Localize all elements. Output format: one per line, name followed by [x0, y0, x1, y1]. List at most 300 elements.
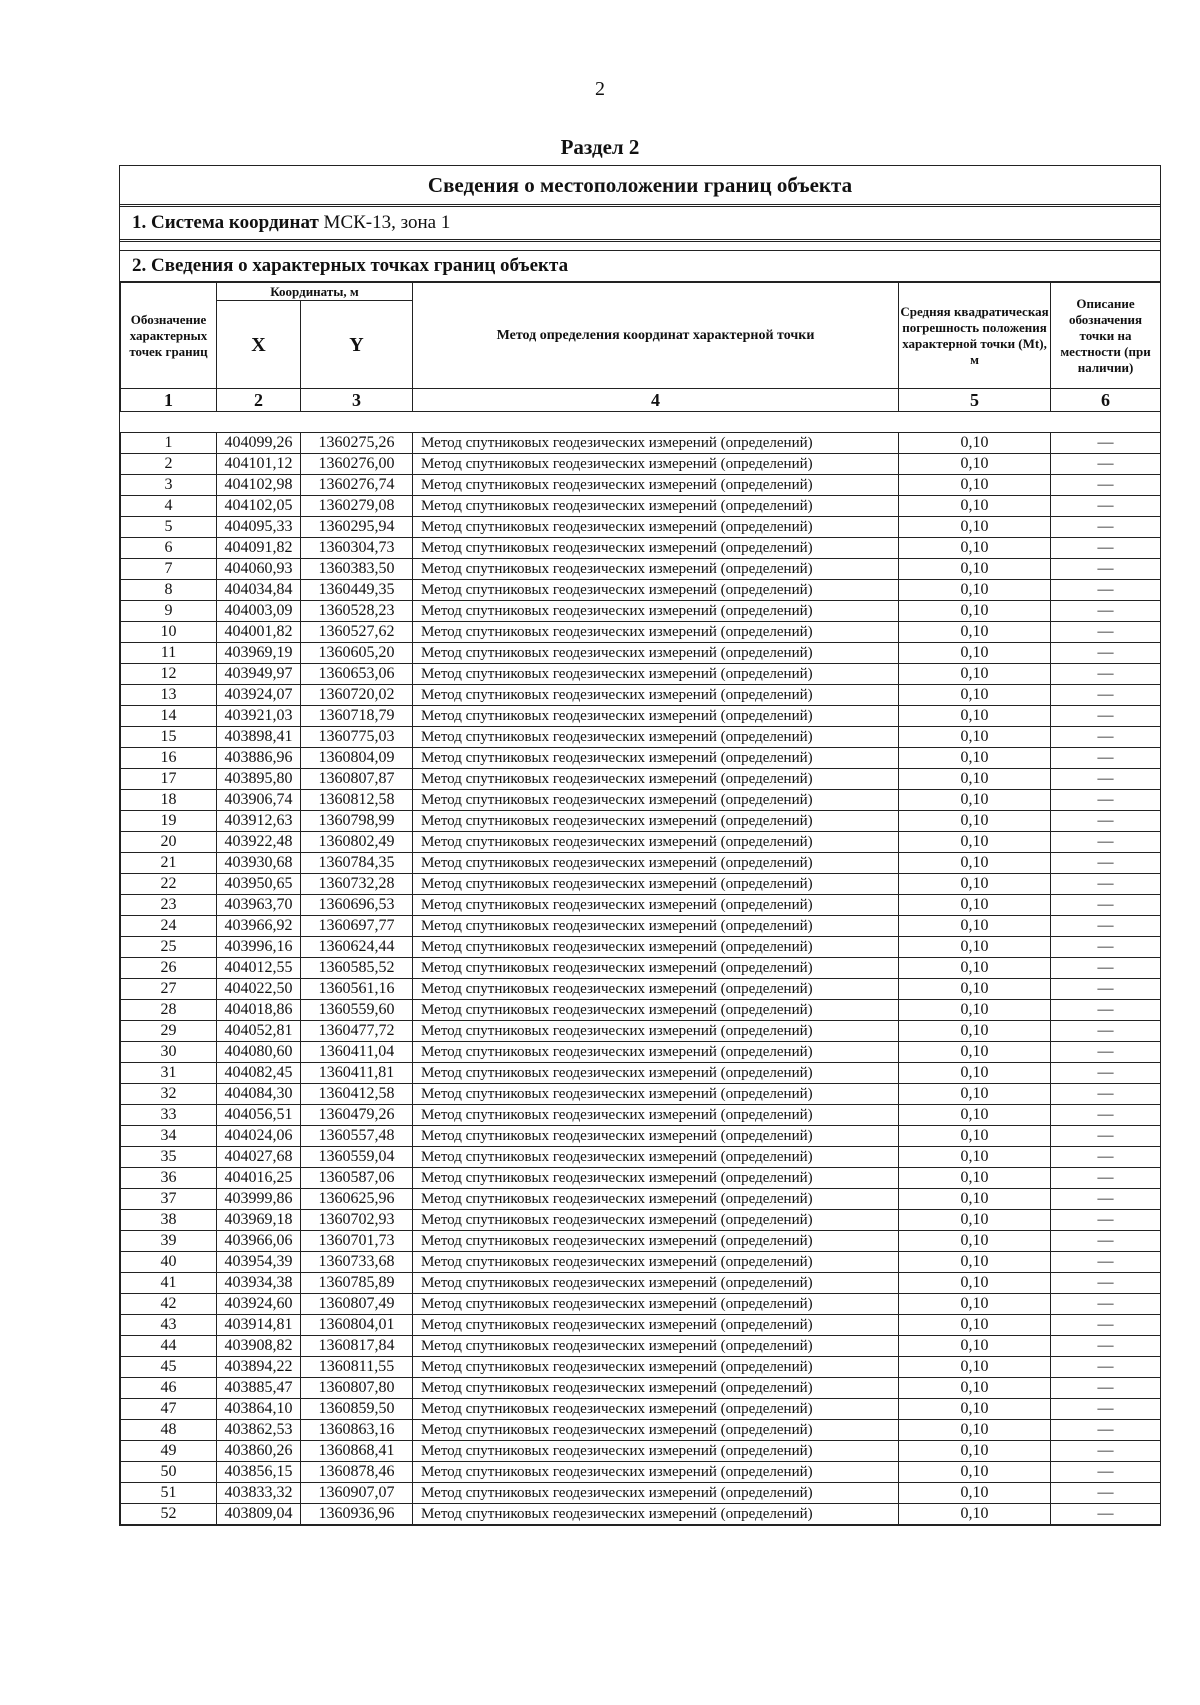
description: —: [1051, 769, 1161, 790]
table-row: [121, 538, 1161, 559]
description: —: [1051, 727, 1161, 748]
description: —: [1051, 1231, 1161, 1252]
coord-x: 403856,15: [217, 1462, 301, 1483]
coord-y: 1360784,35: [301, 853, 413, 874]
coord-y: 1360527,62: [301, 622, 413, 643]
point-number: 22: [121, 874, 217, 895]
table-row: [121, 1399, 1161, 1420]
coord-system-label: 1. Система координат: [132, 212, 319, 233]
description: —: [1051, 874, 1161, 895]
error-value: 0,10: [899, 1126, 1051, 1147]
coord-x: 403969,19: [217, 643, 301, 664]
point-number: 26: [121, 958, 217, 979]
points-body: [121, 433, 1161, 1525]
method: Метод спутниковых геодезических измерений (определений): [413, 1168, 899, 1189]
table-row: [121, 580, 1161, 601]
coord-x: 403862,53: [217, 1420, 301, 1441]
description: —: [1051, 1462, 1161, 1483]
error-value: 0,10: [899, 706, 1051, 727]
coord-y: 1360412,58: [301, 1084, 413, 1105]
error-value: 0,10: [899, 475, 1051, 496]
method: Метод спутниковых геодезических измерений (определений): [413, 1252, 899, 1273]
error-value: 0,10: [899, 916, 1051, 937]
method: Метод спутниковых геодезических измерений (определений): [413, 559, 899, 580]
table-row: [121, 1000, 1161, 1021]
table-row: [121, 496, 1161, 517]
description: —: [1051, 1210, 1161, 1231]
description: —: [1051, 1063, 1161, 1084]
point-number: 39: [121, 1231, 217, 1252]
coord-x: 403921,03: [217, 706, 301, 727]
error-value: 0,10: [899, 517, 1051, 538]
coord-x: 403864,10: [217, 1399, 301, 1420]
description: —: [1051, 1483, 1161, 1504]
col-x: X: [217, 301, 301, 389]
coord-y: 1360624,44: [301, 937, 413, 958]
point-number: 24: [121, 916, 217, 937]
points-header: 2. Сведения о характерных точках границ объекта: [120, 251, 1160, 282]
coord-y: 1360701,73: [301, 1231, 413, 1252]
coord-y: 1360383,50: [301, 559, 413, 580]
error-value: 0,10: [899, 1042, 1051, 1063]
method: Метод спутниковых геодезических измерений (определений): [413, 706, 899, 727]
error-value: 0,10: [899, 958, 1051, 979]
error-value: 0,10: [899, 601, 1051, 622]
error-value: 0,10: [899, 1378, 1051, 1399]
table-row: [121, 706, 1161, 727]
error-value: 0,10: [899, 664, 1051, 685]
coord-y: 1360868,41: [301, 1441, 413, 1462]
error-value: 0,10: [899, 454, 1051, 475]
method: Метод спутниковых геодезических измерений (определений): [413, 916, 899, 937]
method: Метод спутниковых геодезических измерений (определений): [413, 811, 899, 832]
method: Метод спутниковых геодезических измерений (определений): [413, 1063, 899, 1084]
description: —: [1051, 1441, 1161, 1462]
point-number: 3: [121, 475, 217, 496]
error-value: 0,10: [899, 748, 1051, 769]
error-value: 0,10: [899, 1105, 1051, 1126]
coord-y: 1360276,00: [301, 454, 413, 475]
description: —: [1051, 517, 1161, 538]
error-value: 0,10: [899, 643, 1051, 664]
error-value: 0,10: [899, 1315, 1051, 1336]
method: Метод спутниковых геодезических измерений (определений): [413, 1399, 899, 1420]
point-number: 38: [121, 1210, 217, 1231]
description: —: [1051, 1315, 1161, 1336]
description: —: [1051, 1042, 1161, 1063]
point-number: 16: [121, 748, 217, 769]
coord-x: 403934,38: [217, 1273, 301, 1294]
method: Метод спутниковых геодезических измерений (определений): [413, 1336, 899, 1357]
coord-x: 404001,82: [217, 622, 301, 643]
coord-y: 1360559,04: [301, 1147, 413, 1168]
description: —: [1051, 979, 1161, 1000]
coord-x: 403895,80: [217, 769, 301, 790]
description: —: [1051, 685, 1161, 706]
coord-y: 1360276,74: [301, 475, 413, 496]
description: —: [1051, 1504, 1161, 1525]
method: Метод спутниковых геодезических измерений (определений): [413, 1084, 899, 1105]
error-value: 0,10: [899, 433, 1051, 454]
point-number: 34: [121, 1126, 217, 1147]
error-value: 0,10: [899, 979, 1051, 1000]
table-row: [121, 727, 1161, 748]
coord-y: 1360477,72: [301, 1021, 413, 1042]
point-number: 9: [121, 601, 217, 622]
table-row: [121, 1336, 1161, 1357]
point-number: 10: [121, 622, 217, 643]
point-number: 51: [121, 1483, 217, 1504]
method: Метод спутниковых геодезических измерений (определений): [413, 1357, 899, 1378]
coord-x: 404024,06: [217, 1126, 301, 1147]
description: —: [1051, 1105, 1161, 1126]
coord-y: 1360295,94: [301, 517, 413, 538]
table-row: [121, 748, 1161, 769]
description: —: [1051, 475, 1161, 496]
error-value: 0,10: [899, 1084, 1051, 1105]
coord-y: 1360625,96: [301, 1189, 413, 1210]
description: —: [1051, 706, 1161, 727]
col-desc: Описание обозначения точки на местности (при наличии): [1051, 283, 1161, 389]
coord-x: 404101,12: [217, 454, 301, 475]
method: Метод спутниковых геодезических измерений (определений): [413, 937, 899, 958]
coord-y: 1360275,26: [301, 433, 413, 454]
table-row: [121, 1126, 1161, 1147]
description: —: [1051, 454, 1161, 475]
coord-x: 404052,81: [217, 1021, 301, 1042]
coord-x: 404084,30: [217, 1084, 301, 1105]
coord-y: 1360697,77: [301, 916, 413, 937]
coord-y: 1360878,46: [301, 1462, 413, 1483]
coord-x: 403886,96: [217, 748, 301, 769]
point-number: 8: [121, 580, 217, 601]
coord-x: 404022,50: [217, 979, 301, 1000]
coord-x: 404012,55: [217, 958, 301, 979]
point-number: 44: [121, 1336, 217, 1357]
coord-x: 403833,32: [217, 1483, 301, 1504]
method: Метод спутниковых геодезических измерений (определений): [413, 1504, 899, 1525]
description: —: [1051, 580, 1161, 601]
error-value: 0,10: [899, 874, 1051, 895]
point-number: 30: [121, 1042, 217, 1063]
coord-x: 403966,06: [217, 1231, 301, 1252]
coord-x: 403930,68: [217, 853, 301, 874]
coord-x: 403924,07: [217, 685, 301, 706]
method: Метод спутниковых геодезических измерений (определений): [413, 979, 899, 1000]
coord-x: 404056,51: [217, 1105, 301, 1126]
coord-y: 1360605,20: [301, 643, 413, 664]
error-value: 0,10: [899, 1021, 1051, 1042]
coord-x: 403963,70: [217, 895, 301, 916]
table-row: [121, 454, 1161, 475]
error-value: 0,10: [899, 769, 1051, 790]
description: —: [1051, 1021, 1161, 1042]
coord-y: 1360557,48: [301, 1126, 413, 1147]
point-number: 6: [121, 538, 217, 559]
coord-x: 404082,45: [217, 1063, 301, 1084]
table-row: [121, 1063, 1161, 1084]
error-value: 0,10: [899, 496, 1051, 517]
error-value: 0,10: [899, 1294, 1051, 1315]
coord-y: 1360449,35: [301, 580, 413, 601]
coord-x: 403860,26: [217, 1441, 301, 1462]
method: Метод спутниковых геодезических измерений (определений): [413, 1126, 899, 1147]
description: —: [1051, 748, 1161, 769]
error-value: 0,10: [899, 1168, 1051, 1189]
description: —: [1051, 895, 1161, 916]
point-number: 37: [121, 1189, 217, 1210]
error-value: 0,10: [899, 895, 1051, 916]
description: —: [1051, 1357, 1161, 1378]
point-number: 17: [121, 769, 217, 790]
col-point: Обозначение характерных точек границ: [121, 283, 217, 389]
table-row: [121, 1210, 1161, 1231]
method: Метод спутниковых геодезических измерений (определений): [413, 580, 899, 601]
point-number: 29: [121, 1021, 217, 1042]
table-row: [121, 685, 1161, 706]
description: —: [1051, 643, 1161, 664]
coord-x: 403922,48: [217, 832, 301, 853]
column-number: 2: [217, 389, 301, 412]
method: Метод спутниковых геодезических измерений (определений): [413, 496, 899, 517]
section-title: Раздел 2: [560, 135, 640, 159]
error-value: 0,10: [899, 1273, 1051, 1294]
description: —: [1051, 538, 1161, 559]
table-row: [121, 1462, 1161, 1483]
coord-y: 1360411,81: [301, 1063, 413, 1084]
coord-y: 1360807,80: [301, 1378, 413, 1399]
coord-x: 404060,93: [217, 559, 301, 580]
table-row: [121, 811, 1161, 832]
method: Метод спутниковых геодезических измерений (определений): [413, 1042, 899, 1063]
point-number: 36: [121, 1168, 217, 1189]
point-number: 50: [121, 1462, 217, 1483]
coord-y: 1360304,73: [301, 538, 413, 559]
method: Метод спутниковых геодезических измерений (определений): [413, 769, 899, 790]
method: Метод спутниковых геодезических измерений (определений): [413, 895, 899, 916]
table-row: [121, 1105, 1161, 1126]
table-row: [121, 853, 1161, 874]
method: Метод спутниковых геодезических измерений (определений): [413, 1105, 899, 1126]
coord-x: 403894,22: [217, 1357, 301, 1378]
point-number: 18: [121, 790, 217, 811]
point-number: 20: [121, 832, 217, 853]
coord-y: 1360807,87: [301, 769, 413, 790]
coord-y: 1360804,01: [301, 1315, 413, 1336]
description: —: [1051, 559, 1161, 580]
description: —: [1051, 1126, 1161, 1147]
table-row: [121, 1147, 1161, 1168]
description: —: [1051, 1189, 1161, 1210]
coord-system-value: МСК-13, зона 1: [323, 212, 451, 233]
error-value: 0,10: [899, 1420, 1051, 1441]
coord-y: 1360587,06: [301, 1168, 413, 1189]
description: —: [1051, 1168, 1161, 1189]
method: Метод спутниковых геодезических измерений (определений): [413, 790, 899, 811]
coord-x: 403949,97: [217, 664, 301, 685]
description: —: [1051, 1420, 1161, 1441]
point-number: 28: [121, 1000, 217, 1021]
point-number: 23: [121, 895, 217, 916]
point-number: 15: [121, 727, 217, 748]
coord-x: 403885,47: [217, 1378, 301, 1399]
table-row: [121, 433, 1161, 454]
method: Метод спутниковых геодезических измерений (определений): [413, 1294, 899, 1315]
coord-y: 1360585,52: [301, 958, 413, 979]
coord-y: 1360859,50: [301, 1399, 413, 1420]
error-value: 0,10: [899, 622, 1051, 643]
description: —: [1051, 1336, 1161, 1357]
method: Метод спутниковых геодезических измерений (определений): [413, 454, 899, 475]
table-title: Сведения о местоположении границ объекта: [120, 166, 1160, 207]
description: —: [1051, 1000, 1161, 1021]
coord-x: 403898,41: [217, 727, 301, 748]
description: —: [1051, 811, 1161, 832]
description: —: [1051, 1147, 1161, 1168]
coord-y: 1360528,23: [301, 601, 413, 622]
description: —: [1051, 832, 1161, 853]
point-number: 41: [121, 1273, 217, 1294]
method: Метод спутниковых геодезических измерений (определений): [413, 1315, 899, 1336]
coord-x: 404102,98: [217, 475, 301, 496]
point-number: 46: [121, 1378, 217, 1399]
method: Метод спутниковых геодезических измерений (определений): [413, 874, 899, 895]
point-number: 7: [121, 559, 217, 580]
column-number: 5: [899, 389, 1051, 412]
coord-x: 403924,60: [217, 1294, 301, 1315]
table-row: [121, 1378, 1161, 1399]
error-value: 0,10: [899, 811, 1051, 832]
coord-x: 403908,82: [217, 1336, 301, 1357]
point-number: 11: [121, 643, 217, 664]
table-row: [121, 1273, 1161, 1294]
coord-x: 403954,39: [217, 1252, 301, 1273]
point-number: 42: [121, 1294, 217, 1315]
point-number: 47: [121, 1399, 217, 1420]
coord-y: 1360733,68: [301, 1252, 413, 1273]
coord-y: 1360561,16: [301, 979, 413, 1000]
point-number: 31: [121, 1063, 217, 1084]
coord-y: 1360653,06: [301, 664, 413, 685]
error-value: 0,10: [899, 1252, 1051, 1273]
coord-y: 1360817,84: [301, 1336, 413, 1357]
coord-system-row: [120, 207, 1160, 242]
coord-y: 1360802,49: [301, 832, 413, 853]
table-row: [121, 517, 1161, 538]
method: Метод спутниковых геодезических измерений (определений): [413, 958, 899, 979]
error-value: 0,10: [899, 1462, 1051, 1483]
coord-x: 403999,86: [217, 1189, 301, 1210]
point-number: 40: [121, 1252, 217, 1273]
point-number: 27: [121, 979, 217, 1000]
table-row: [121, 1504, 1161, 1525]
description: —: [1051, 916, 1161, 937]
point-number: 45: [121, 1357, 217, 1378]
boundary-table: [119, 165, 1161, 1526]
error-value: 0,10: [899, 1483, 1051, 1504]
method: Метод спутниковых геодезических измерений (определений): [413, 538, 899, 559]
point-number: 52: [121, 1504, 217, 1525]
col-error: Средняя квадратическая погрешность положения характерной точки (Mt), м: [899, 283, 1051, 389]
method: Метод спутниковых геодезических измерений (определений): [413, 1189, 899, 1210]
points-table: [120, 282, 1161, 1525]
error-value: 0,10: [899, 1210, 1051, 1231]
description: —: [1051, 1273, 1161, 1294]
error-value: 0,10: [899, 1336, 1051, 1357]
method: Метод спутниковых геодезических измерений (определений): [413, 1273, 899, 1294]
point-number: 12: [121, 664, 217, 685]
table-row: [121, 895, 1161, 916]
description: —: [1051, 937, 1161, 958]
table-row: [121, 622, 1161, 643]
column-number: 3: [301, 389, 413, 412]
error-value: 0,10: [899, 1399, 1051, 1420]
table-row: [121, 1042, 1161, 1063]
table-row: [121, 643, 1161, 664]
description: —: [1051, 853, 1161, 874]
coord-y: 1360936,96: [301, 1504, 413, 1525]
column-numbers-row: [121, 389, 1161, 412]
description: —: [1051, 664, 1161, 685]
method: Метод спутниковых геодезических измерений (определений): [413, 517, 899, 538]
method: Метод спутниковых геодезических измерений (определений): [413, 643, 899, 664]
point-number: 32: [121, 1084, 217, 1105]
error-value: 0,10: [899, 832, 1051, 853]
coord-y: 1360785,89: [301, 1273, 413, 1294]
table-row: [121, 790, 1161, 811]
method: Метод спутниковых геодезических измерений (определений): [413, 685, 899, 706]
spacer-row: [121, 412, 1161, 433]
table-row: [121, 1315, 1161, 1336]
point-number: 35: [121, 1147, 217, 1168]
coord-y: 1360702,93: [301, 1210, 413, 1231]
coord-y: 1360804,09: [301, 748, 413, 769]
error-value: 0,10: [899, 559, 1051, 580]
table-row: [121, 979, 1161, 1000]
coord-x: 404091,82: [217, 538, 301, 559]
description: —: [1051, 958, 1161, 979]
error-value: 0,10: [899, 1063, 1051, 1084]
coord-y: 1360812,58: [301, 790, 413, 811]
method: Метод спутниковых геодезических измерений (определений): [413, 1441, 899, 1462]
method: Метод спутниковых геодезических измерений (определений): [413, 727, 899, 748]
error-value: 0,10: [899, 1147, 1051, 1168]
coord-x: 404099,26: [217, 433, 301, 454]
description: —: [1051, 790, 1161, 811]
table-row: [121, 958, 1161, 979]
point-number: 14: [121, 706, 217, 727]
coord-y: 1360798,99: [301, 811, 413, 832]
table-row: [121, 937, 1161, 958]
error-value: 0,10: [899, 685, 1051, 706]
coord-y: 1360479,26: [301, 1105, 413, 1126]
method: Метод спутниковых геодезических измерений (определений): [413, 475, 899, 496]
coord-x: 404018,86: [217, 1000, 301, 1021]
column-number: 1: [121, 389, 217, 412]
description: —: [1051, 1084, 1161, 1105]
coord-y: 1360696,53: [301, 895, 413, 916]
coord-x: 404027,68: [217, 1147, 301, 1168]
coord-x: 404102,05: [217, 496, 301, 517]
method: Метод спутниковых геодезических измерений (определений): [413, 1021, 899, 1042]
method: Метод спутниковых геодезических измерений (определений): [413, 622, 899, 643]
error-value: 0,10: [899, 1000, 1051, 1021]
coord-x: 403912,63: [217, 811, 301, 832]
table-row: [121, 664, 1161, 685]
coord-x: 403914,81: [217, 1315, 301, 1336]
coord-y: 1360720,02: [301, 685, 413, 706]
method: Метод спутниковых геодезических измерений (определений): [413, 748, 899, 769]
